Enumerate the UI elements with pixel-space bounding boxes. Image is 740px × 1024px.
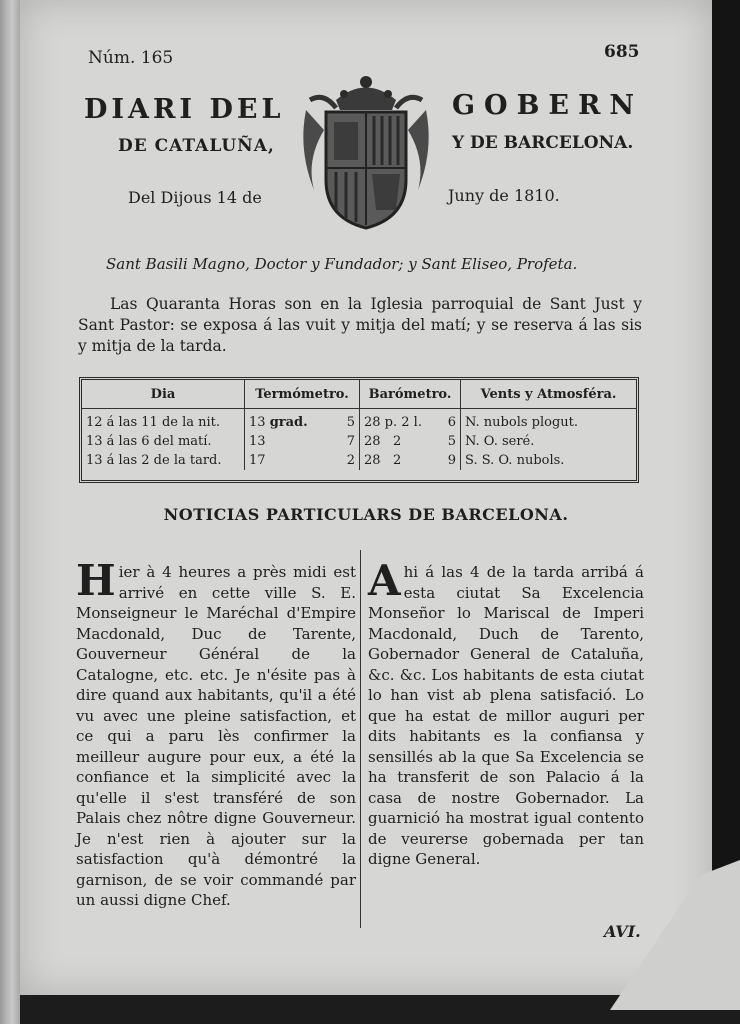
column-divider [360,550,361,928]
date-right: Juny de 1810. [448,186,560,205]
dropcap-letter: A [368,556,401,605]
header-termometro: Termómetro. [245,380,360,409]
baro-cell: 28 2 5 [360,432,461,451]
table-row [82,432,636,451]
wind-cell: S. S. O. nubols. [465,453,565,468]
catchword: AVI. [604,922,641,941]
coat-of-arms-icon [296,70,436,232]
thermo-cell: 13 grad. 5 [245,409,360,433]
day-cell: 13 á las 2 de la tard. [82,451,245,470]
header-dia: Dia [82,380,245,409]
masthead-subtitle-right: Y DE BARCELONA. [452,133,634,153]
saints-of-day: Sant Basili Magno, Doctor y Fundador; y Sant Eliseo, Profeta. [106,255,578,273]
dropcap-letter: H [76,556,116,605]
masthead-title-right: GOBERN [452,90,644,121]
catalan-article-text: hi á las 4 de la tarda arribá á esta ciutat Sa Excelencia Monseñor lo Mariscal de Imperi Macdonald, Duch de Tarento, Gobernador General de Cataluña, &c. &c. Los habitants de esta ciutat lo han vist ab plena satisfació. Lo que ha estat de millor auguri per dits habitants es la confiansa y sensillés ab la que Sa Excelencia se ha transferit de son Palacio á la casa de nostre Gobernador. La guarnició ha mostrat igual contento de veurerse gobernada per tan digne General. [368,563,644,868]
header-vents: Vents y Atmosféra. [461,380,637,409]
header-barometro: Barómetro. [360,380,461,409]
catalan-article [368,556,644,870]
baro-cell: 28 2 9 [360,451,461,470]
page-number: 685 [604,42,640,62]
weather-table [79,377,639,483]
french-article [76,556,356,911]
day-cell: 13 á las 6 del matí. [82,432,245,451]
table-row [82,451,636,470]
thermo-cell: 13 7 [245,432,360,451]
book-left-edge [0,0,20,1024]
date-left: Del Dijous 14 de [128,188,262,207]
masthead-title-left: DIARI DEL [84,94,285,125]
quaranta-horas-notice: Las Quaranta Horas son en la Iglesia parroquial de Sant Just y Sant Pastor: se exposa á las vuit y mitja del matí; y se reserva á las sis y mitja de la tarda. [78,295,642,355]
day-cell: 12 á las 11 de la nit. [82,409,245,433]
french-article-text: ier à 4 heures a près midi est arrivé en cette ville S. E. Monseigneur le Maréchal d'Empire Macdonald, Duc de Tarente, Gouverneur Général de la Catalogne, etc. etc. Je n'ésite pas à dire quand aux habitants, qu'il a été vu avec une pleine satisfaction, et ce qui a paru lès confirmer la meilleur augure pour eux, a été la confiance et la simplicité avec la qu'elle il s'est transféré de son Palais chez nôtre digne Gouverneur. Je n'est rien à ajouter sur la satisfaction qu'à démontré la garnison, de se voir commandé par un aussi digne Chef. [76,563,356,909]
issue-number: Núm. 165 [88,48,174,68]
wind-cell: N. nubols plogut. [465,415,579,430]
book-right-shadow [712,0,740,870]
newspaper-page [20,0,712,995]
wind-cell: N. O. seré. [465,434,535,449]
thermo-cell: 17 2 [245,451,360,470]
masthead-subtitle-left: DE CATALUÑA, [118,136,275,156]
section-title: NOTICIAS PARTICULARS DE BARCELONA. [163,505,569,524]
baro-cell: 28 p. 2 l. 6 [360,409,461,433]
table-row [82,409,636,433]
